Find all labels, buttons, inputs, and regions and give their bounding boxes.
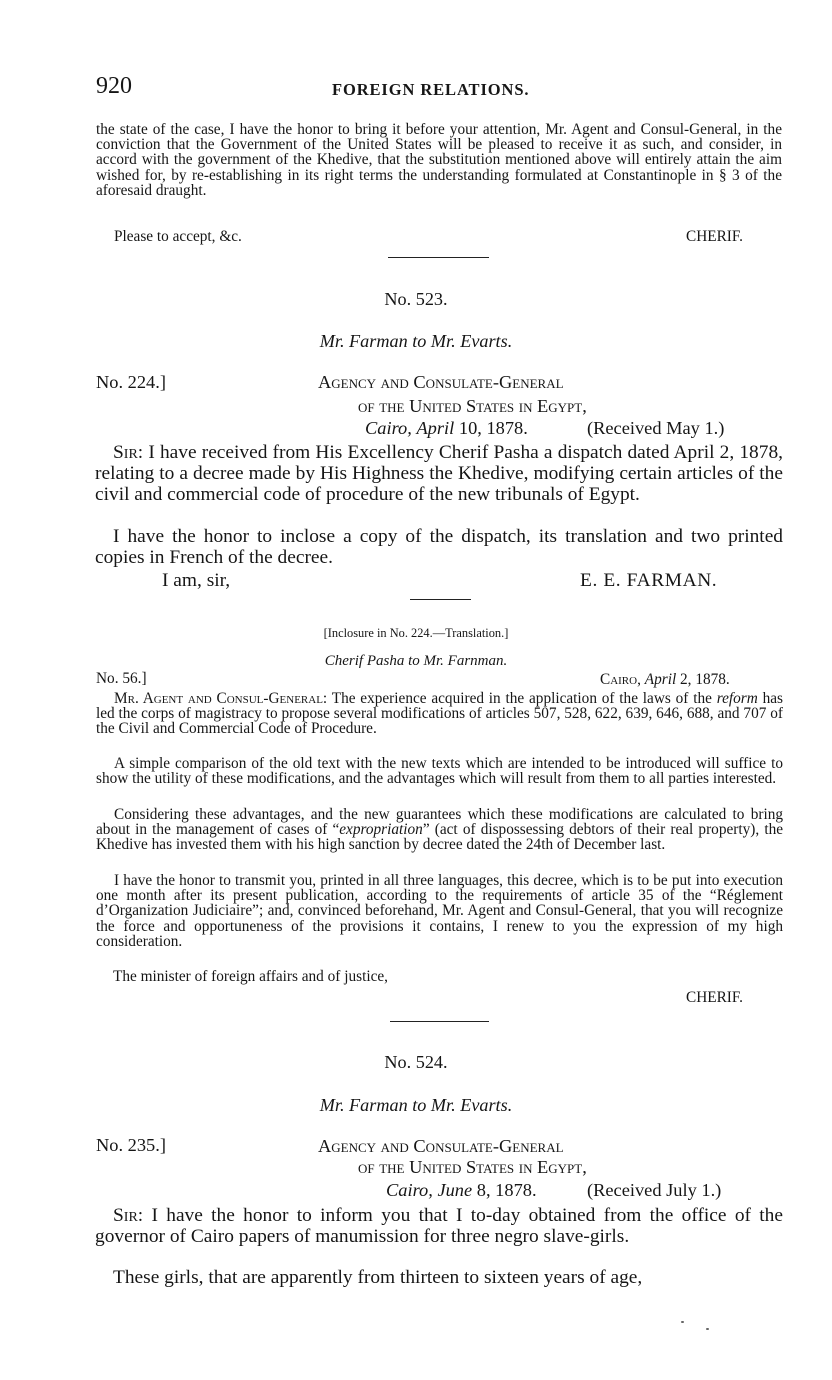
inclosure-para2: A simple comparison of the old text with the new texts which are intended to be introduced will suffice to show the utility of these modifications, and the advantages which will result from them to all parties interested. [96,755,783,788]
doc-524-date-month: June [437,1180,473,1200]
doc-524-sender-line1: Agency and Consulate-General [318,1136,564,1156]
doc-523-place: Cairo, [365,418,412,438]
doc-523-closing: I am, sir, [162,570,231,591]
doc-524-place: Cairo, [386,1180,433,1200]
doc-523-para1 [95,442,783,505]
doc-523-number: No. 523. [384,289,448,309]
inclosure-para3 [96,807,783,853]
inclosure-para4: I have the honor to transmit you, printed in all three languages, this decree, which is to be put into execution one month after its present publication, according to the requirements of article 35 of the “Réglement d’Organization Judiciaire”; and, convinced beforehand, Mr. Agent and Consul-General, that you will recognize the force and opportuneness of the provisions it contains, I renew to you the expression of my high consideration. [96,872,783,950]
doc-523-sender-line1: Agency and Consulate-General [318,372,564,392]
prev-doc-body: the state of the case, I have the honor to bring it before your attention, Mr. Agent and Consul-General, in the conviction that the Government of the United States will be pleased to receive it as such, and consider, in accord with the government of the Khedive, that the substitution mentioned above will entirely attain the aim wished for, by re-establishing in its right terms the understanding formulated at Constantinople in § 3 of the aforesaid draught. [96,121,782,199]
inclosure-number: No. 56.] [96,670,147,687]
doc-524-salutation: Sir: [113,1205,144,1226]
doc-523-received: (Received May 1.) [587,418,725,438]
doc-524-date-rest: 8, 1878. [476,1180,537,1200]
doc-524-number: No. 524. [384,1052,448,1072]
inclosure-para1-em: reform [716,690,758,707]
doc-524-title: Mr. Farman to Mr. Evarts. [319,1095,513,1115]
scan-speck [681,1321,684,1323]
inclosure-closing: The minister of foreign affairs and of justice, [113,968,388,985]
inclosure-heading: [Inclosure in No. 224.—Translation.] [323,626,509,640]
doc-523-salutation: Sir: [113,442,144,463]
inclosure-para3-a: Considering these advantages, and the new guarantees which these modifications are calculated to bring about in the management of cases of “ [96,806,783,839]
doc-524-para2: These girls, that are apparently from thirteen to sixteen years of age, [113,1267,643,1288]
inclosure-para3-em: expropriation [339,821,423,839]
doc-524-para1-text: I have the honor to inform you that I to-day obtained from the office of the governor of Cairo papers of manumission for three negro slave-girls. [95,1205,783,1247]
doc-523-date-rest: 10, 1878. [458,418,528,438]
running-title: FOREIGN RELATIONS. [332,80,530,99]
doc-523-para2: I have the honor to inclose a copy of the dispatch, its translation and two printed copies in French of the decree. [95,526,783,568]
doc-524-dateline [386,1180,537,1201]
doc-523-signature: E. E. FARMAN. [580,570,718,591]
inclosure-para1-b: has led the corps of magistracy to propose several modifications of articles 507, 528, 622, 639, 646, 688, and 707 of the Civil and Commercial Code of Procedure. [96,690,783,738]
inclosure-signature: CHERIF. [686,989,743,1006]
doc-524-para1 [95,1205,783,1247]
doc-523-sender-line2: of the United States in Egypt, [358,396,587,416]
section-divider [388,257,489,258]
inclosure-place: Cairo, [600,671,641,688]
doc-523-dateline [365,418,528,439]
inclosure-para1 [96,691,783,737]
doc-524-dispatch-number: No. 235.] [96,1135,166,1155]
section-divider [390,1021,489,1022]
prev-doc-signature: CHERIF. [686,228,743,245]
inclosure-date-month: April [644,671,677,688]
doc-523-title: Mr. Farman to Mr. Evarts. [319,331,513,351]
inclosure-dateline [600,672,730,687]
prev-doc-closing: Please to accept, &c. [114,228,242,245]
doc-524-sender-line2: of the United States in Egypt, [358,1157,587,1177]
doc-523-date-month: April [416,418,455,438]
inclosure-para1-a: The experience acquired in the application of the laws of the [331,690,712,707]
inclosure-date-rest: 2, 1878. [680,671,730,688]
section-divider [410,599,471,600]
doc-524-received: (Received July 1.) [587,1180,722,1200]
doc-523-para1-text: I have received from His Excellency Cherif Pasha a dispatch dated April 2, 1878, relating to a decree made by His Highness the Khedive, modifying certain articles of the civil and commercial code of procedure of the new tribunals of Egypt. [95,442,783,505]
inclosure-title: Cherif Pasha to Mr. Farnman. [324,653,508,669]
inclosure-para3-b: ” (act of dispossessing debtors of their real property), the Khedive has invested them with his high sanction by decree dated the 24th of December last. [96,821,784,854]
inclosure-salutation: Mr. Agent and Consul-General: [114,690,328,707]
scan-speck [706,1328,709,1330]
doc-523-dispatch-number: No. 224.] [96,372,166,392]
page-number: 920 [96,73,132,99]
